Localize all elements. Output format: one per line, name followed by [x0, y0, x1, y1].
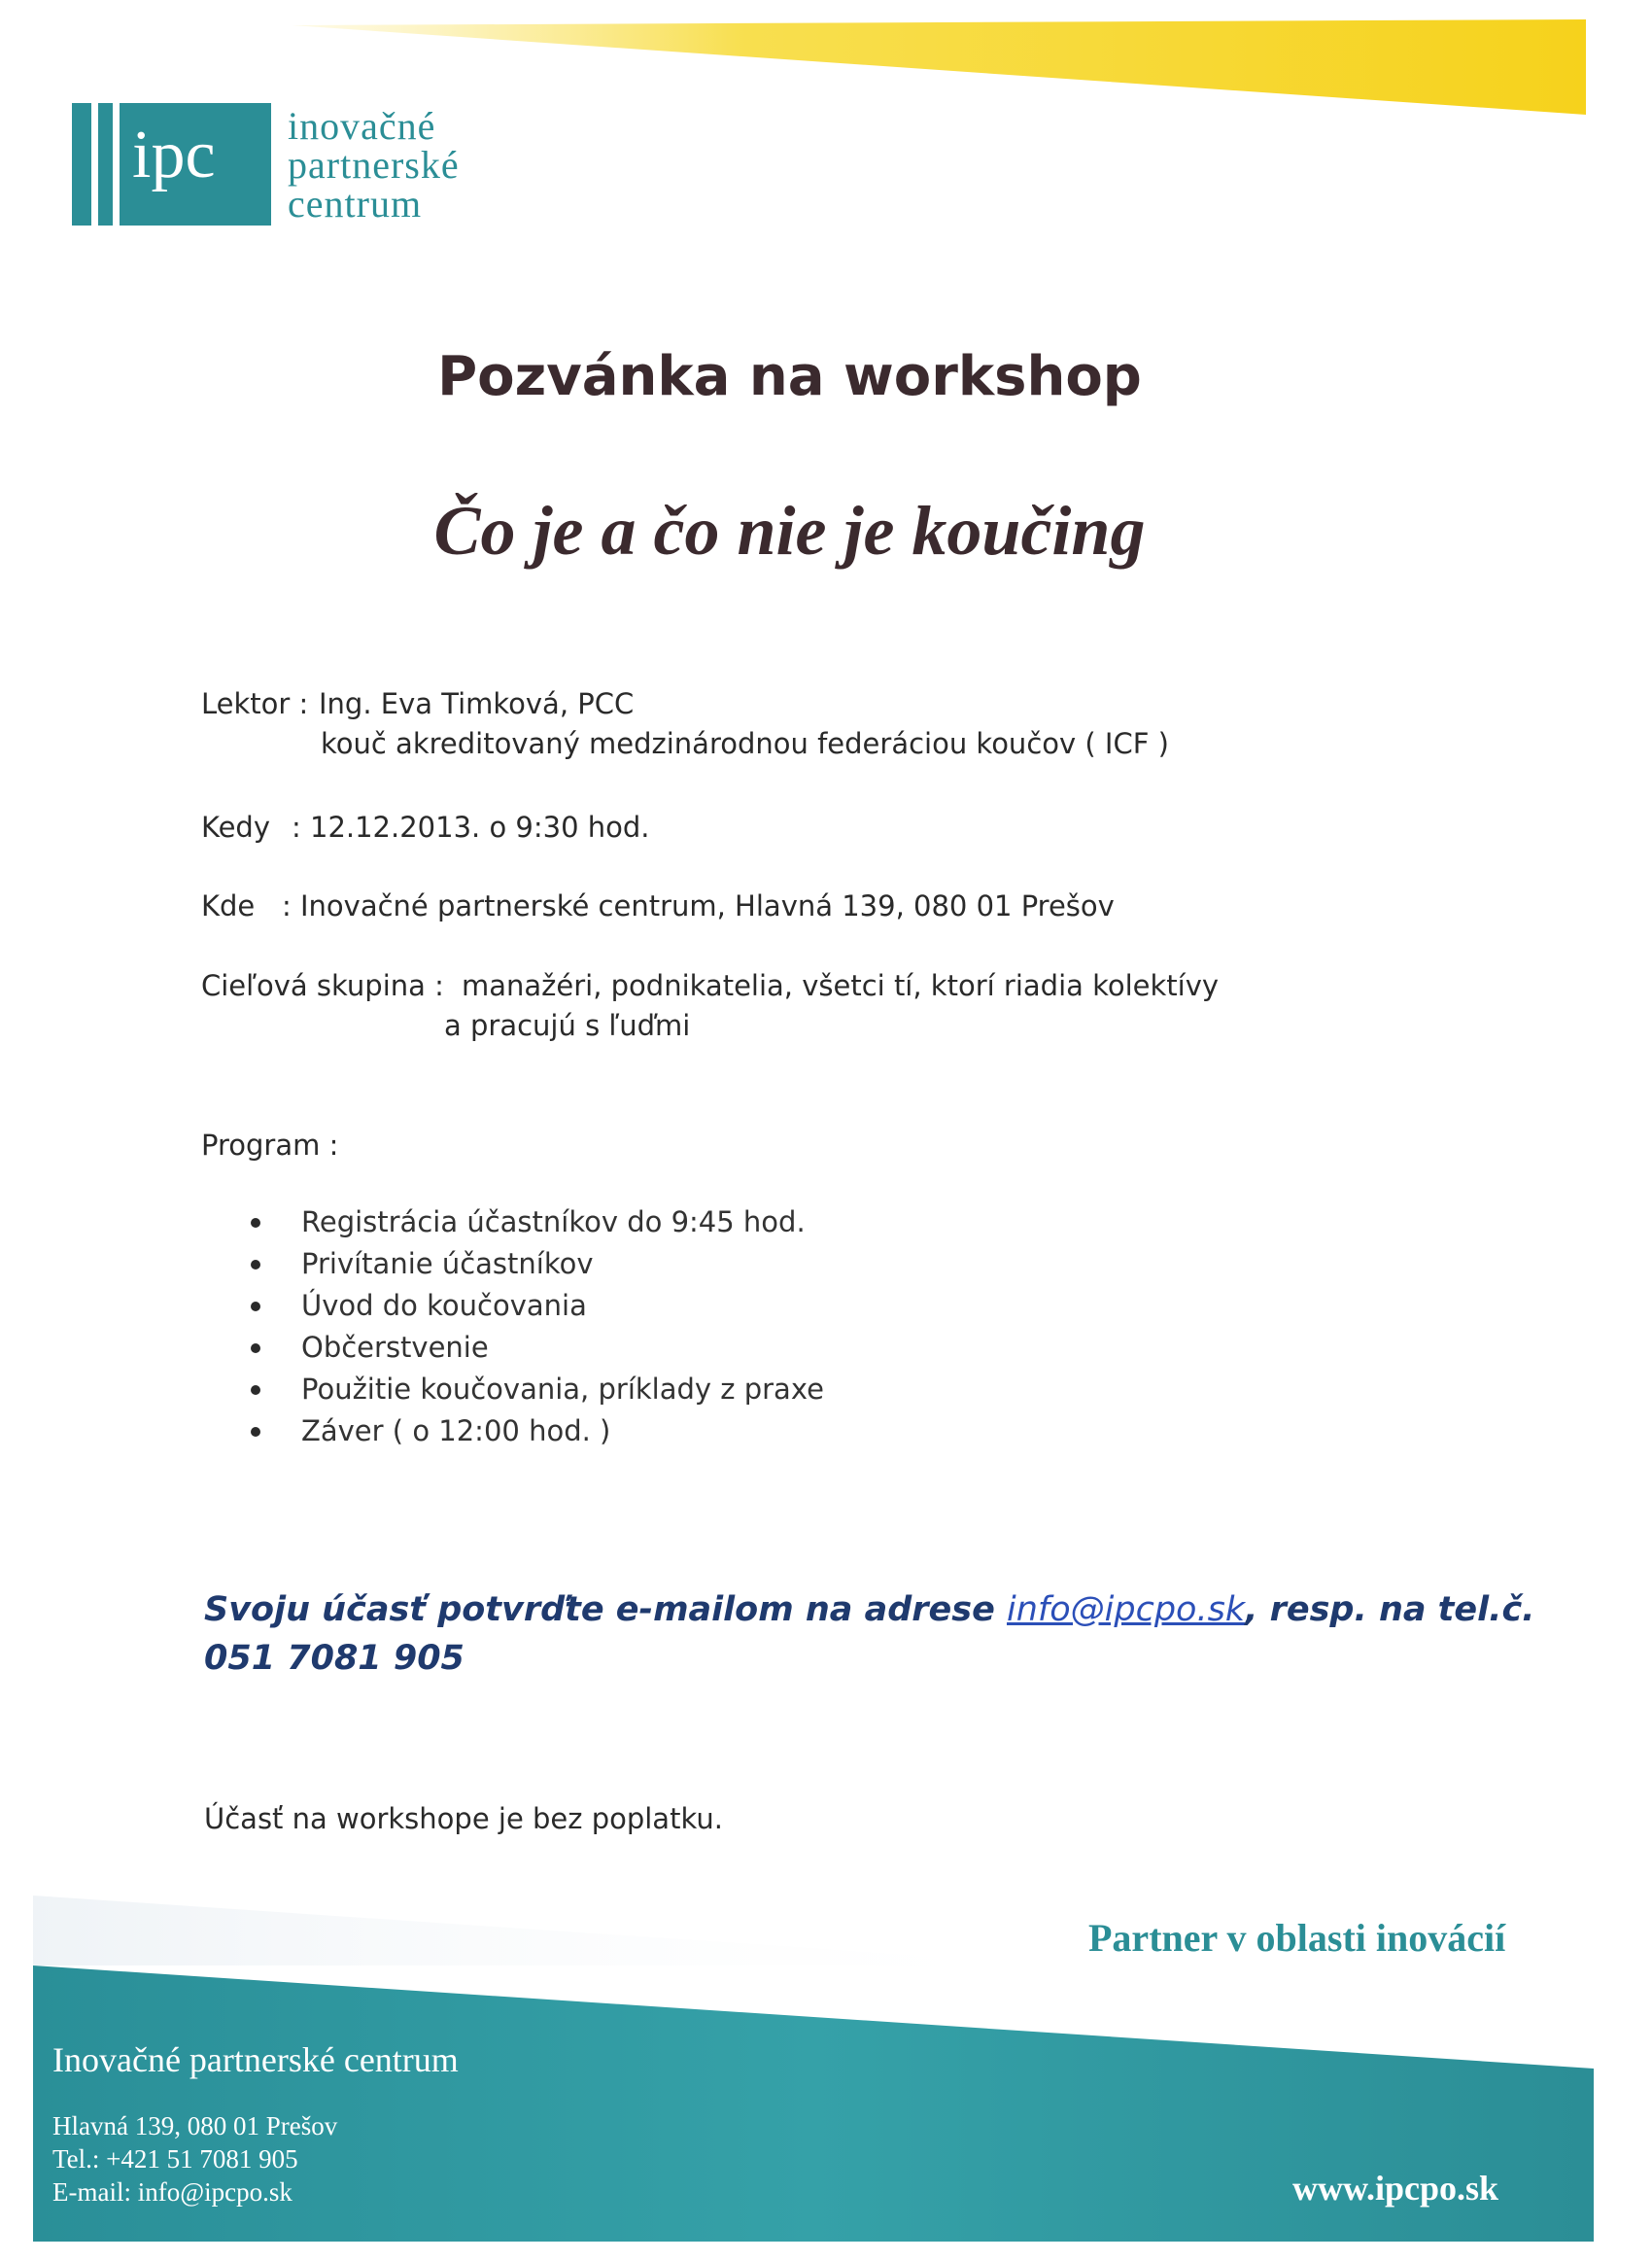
kde-value: : Inovačné partnerské centrum, Hlavná 139, 080 01 Prešov [282, 889, 1115, 922]
kedy-value: : 12.12.2013. o 9:30 hod. [292, 811, 650, 844]
program-item-text: Občerstvenie [301, 1331, 489, 1364]
program-item-text: Použitie koučovania, príklady z praxe [301, 1373, 824, 1406]
bullet-icon [251, 1427, 260, 1437]
lektor-label: Lektor : [201, 687, 309, 720]
ipc-logo [72, 103, 460, 227]
page-subtitle: Čo je a čo nie je koučing [433, 492, 1146, 570]
footer-website[interactable]: www.ipcpo.sk [1292, 2169, 1499, 2208]
target-group-value: manažéri, podnikatelia, všetci tí, ktorí riadia kolektívy [462, 969, 1220, 1002]
fee-note: Účasť na workshope je bez poplatku. [204, 1802, 723, 1835]
program-item [251, 1410, 824, 1452]
target-group-value-cont: a pracujú s ľuďmi [444, 1009, 691, 1042]
bullet-icon [251, 1302, 260, 1311]
email-link[interactable]: info@ipcpo.sk [1007, 1590, 1246, 1629]
program-item [251, 1201, 824, 1243]
confirmation-line [204, 1590, 1534, 1629]
bullet-icon [251, 1343, 260, 1353]
lektor-description: kouč akreditovaný medzinárodnou federáciou koučov ( ICF ) [321, 727, 1169, 760]
footer-tel: Tel.: +421 51 7081 905 [52, 2144, 298, 2174]
footer-tagline: Partner v oblasti inovácií [1088, 1916, 1506, 1960]
kedy-label: Kedy [201, 811, 270, 844]
logo-word-3: centrum [288, 182, 423, 226]
footer-org-name: Inovačné partnerské centrum [52, 2040, 459, 2079]
confirmation-text: Svoju účasť potvrďte e-mailom na adrese [204, 1590, 1008, 1629]
program-heading: Program : [201, 1129, 339, 1162]
program-item-text: Záver ( o 12:00 hod. ) [301, 1414, 611, 1447]
kde-label: Kde [201, 889, 256, 922]
target-group-label: Cieľová skupina : [201, 969, 444, 1002]
page-title: Pozvánka na workshop [437, 345, 1142, 408]
bullet-icon [251, 1385, 260, 1395]
bullet-icon [251, 1260, 260, 1270]
program-list [251, 1201, 824, 1452]
logo-abbr: ipc [132, 118, 216, 192]
program-item-text: Úvod do koučovania [301, 1289, 587, 1322]
program-item [251, 1327, 824, 1369]
program-item [251, 1369, 824, 1410]
program-item [251, 1243, 824, 1285]
logo-word-1: inovačné [288, 104, 436, 148]
confirmation-text-after: , resp. na tel.č. [1245, 1590, 1535, 1629]
bullet-icon [251, 1218, 260, 1228]
logo-mark [72, 103, 271, 226]
logo-word-2: partnerské [288, 143, 460, 187]
confirmation-phone: 051 7081 905 [204, 1639, 465, 1678]
lektor-name: Ing. Eva Timková, PCC [319, 687, 635, 720]
program-item-text: Registrácia účastníkov do 9:45 hod. [301, 1205, 806, 1238]
program-item [251, 1285, 824, 1327]
footer-email[interactable]: E-mail: info@ipcpo.sk [52, 2177, 293, 2207]
program-item-text: Privítanie účastníkov [301, 1247, 594, 1280]
footer-address: Hlavná 139, 080 01 Prešov [52, 2111, 338, 2140]
